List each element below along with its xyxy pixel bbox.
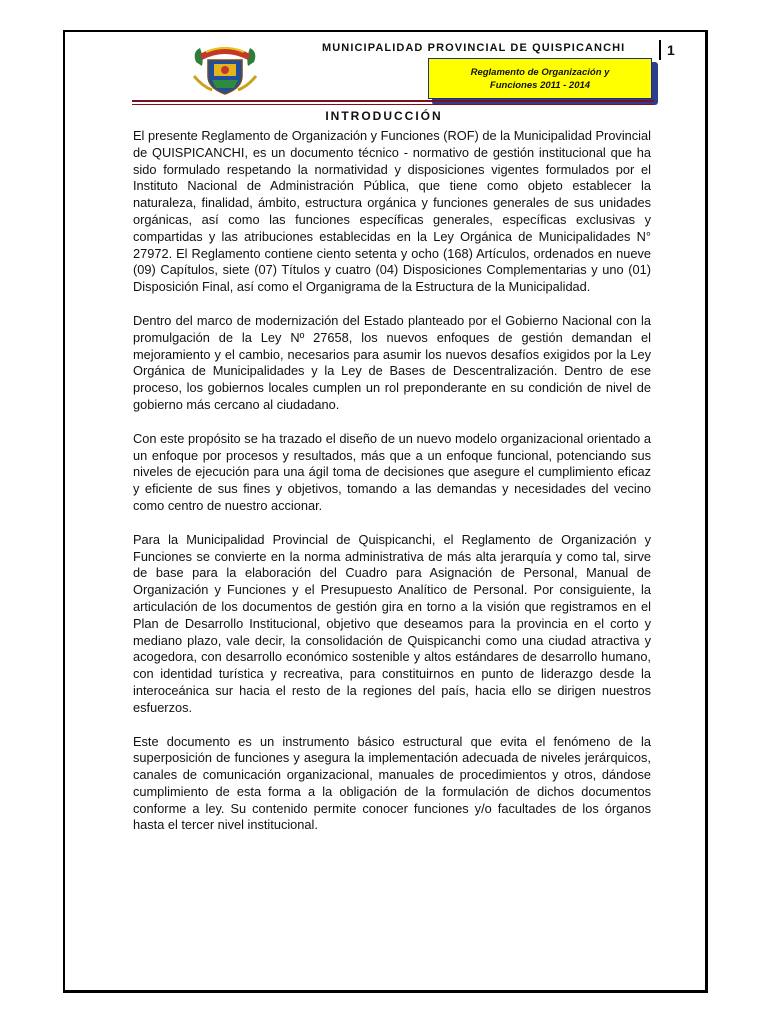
paragraph: Este documento es un instrumento básico estructural que evita el fenómeno de la superposición de funciones y asegura la implementación adecuada de niveles jerárquicos, canales de comunicación organizacional, manuales de procedimientos y otros, dándose cumplimiento de esta forma a la obligación de la formulación de dichos documentos conforme a ley. Su contenido permite conocer funciones y/o facultades de los órganos hasta el tercer nivel institucional.	[133, 733, 651, 833]
municipal-coat-of-arms-icon	[190, 40, 260, 96]
document-title-line-2: Funciones 2011 - 2014	[489, 79, 591, 91]
body-text	[133, 128, 651, 851]
document-title-box	[428, 58, 652, 99]
paragraph: Para la Municipalidad Provincial de Quispicanchi, el Reglamento de Organización y Funciones se convierte en la norma administrativa de más alta jerarquía y como tal, sirve de base para la elaboración del Cuadro para Asignación de Personal, Manual de Organización y Funciones y el Presupuesto Analítico de Personal. Por consiguiente, la articulación de los documentos de gestión gira en torno a la visión que registramos en el Plan de Desarrollo Institucional, objetivo que deseamos para la provincia en el corto y mediano plazo, vale decir, la consolidación de Quispicanchi como una ciudad atractiva y acogedora, con desarrollo económico sostenible y altos estándares de desarrollo humano, con identidad turística y recreativa, para constituirnos en punto de liderazgo desde la interoceánica sur hacia el resto de la regiones del país, hacia ello se dirigen nuestros esfuerzos.	[133, 531, 651, 715]
paragraph: El presente Reglamento de Organización y Funciones (ROF) de la Municipalidad Provincial de QUISPICANCHI, es un documento técnico - normativo de gestión institucional que ha sido formulado respetando la normatividad y disposiciones vigentes formulados por el Instituto Nacional de Administración Pública, que tiene como objeto establecer la naturaleza, finalidad, ámbito, estructura orgánica y funciones generales de sus unidades orgánicas, así como las funciones específicas generales, específicas exclusivas y compartidas y las atribuciones establecidas en la Ley Orgánica de Municipalidades N° 27972. El Reglamento contiene ciento setenta y ocho (168) Artículos, ordenados en nueve (09) Capítulos, siete (07) Títulos y cuatro (04) Disposiciones Complementarias y uno (01) Disposición Final, así como el Organigrama de la Estructura de la Municipalidad.	[133, 128, 651, 295]
section-title: INTRODUCCIÓN	[325, 109, 443, 123]
paragraph: Con este propósito se ha trazado el diseño de un nuevo modelo organizacional orientado a un enfoque por procesos y resultados, más que a un enfoque funcional, potenciando sus niveles de ejecución para una ágil toma de decisiones que asegure el cumplimiento eficaz y eficiente de sus fines y objetivos, tomando a las demandas y necesidades del vecino como centro de nuestro accionar.	[133, 430, 651, 513]
header-rule	[132, 100, 654, 102]
header-rule-thin	[132, 104, 654, 105]
page-number: 1	[659, 40, 675, 60]
document-title-line-1: Reglamento de Organización y	[470, 66, 610, 78]
organization-name: MUNICIPALIDAD PROVINCIAL DE QUISPICANCHI	[322, 42, 626, 54]
paragraph: Dentro del marco de modernización del Estado planteado por el Gobierno Nacional con la promulgación de la Ley Nº 27658, los nuevos enfoques de gestión demandan el mejoramiento y el cambio, necesarios para asumir los nuevos desafíos exigidos por la Ley Orgánica de Municipalidades y la Ley de Bases de Descentralización. Dentro de ese proceso, los gobiernos locales cumplen un rol preponderante en su condición de nivel de gobierno más cercano al ciudadano.	[133, 312, 651, 412]
